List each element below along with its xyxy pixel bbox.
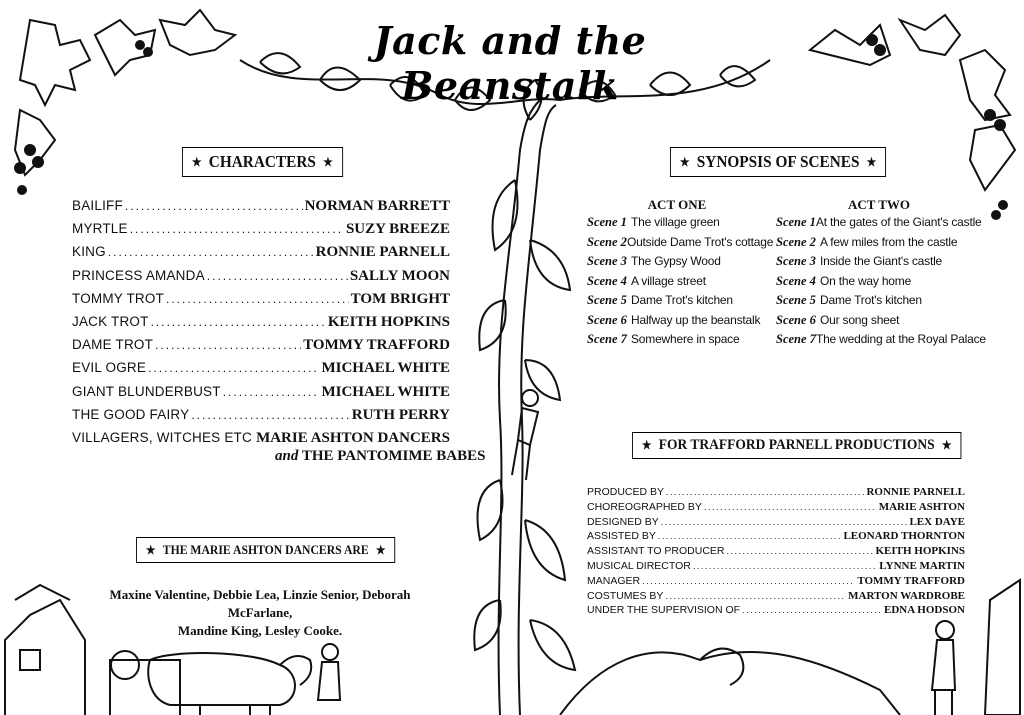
cast-row — [72, 360, 450, 383]
scene-number: Scene 4 — [776, 273, 816, 288]
scene-number: Scene 3 — [587, 254, 627, 268]
credit-row — [587, 545, 965, 560]
leader-dots — [151, 315, 326, 329]
actor-name: NORMAN BARRETT — [304, 198, 450, 214]
scene-description: Our song sheet — [820, 312, 900, 327]
credit-person: TOMMY TRAFFORD — [857, 574, 965, 587]
scene-row — [587, 274, 767, 294]
star-icon: ★ — [866, 154, 877, 169]
leader-dots — [704, 502, 877, 512]
role-name: VILLAGERS, WITCHES ETC — [72, 429, 252, 445]
leader-dots — [693, 561, 877, 571]
star-icon: ★ — [375, 542, 386, 557]
role-name: KING — [72, 244, 106, 260]
scene-row — [776, 293, 976, 313]
leader-dots — [207, 269, 348, 283]
dancers-heading — [136, 537, 395, 563]
scene-row — [776, 215, 982, 235]
cast-row — [72, 291, 450, 314]
dancers-line-1: Maxine Valentine, Debbie Lea, Linzie Senior, Deborah McFarlane, — [109, 587, 411, 620]
scene-description: At the gates of the Giant's castle — [815, 215, 982, 229]
scene-description: The village green — [631, 215, 720, 229]
characters-heading-label: CHARACTERS — [208, 152, 316, 171]
beanstalk-icon — [474, 80, 575, 715]
production-credits — [587, 486, 965, 619]
actor-name: SALLY MOON — [349, 267, 450, 284]
role-name: BAILIFF — [72, 198, 123, 213]
and-word: and — [275, 448, 299, 464]
actor-name: TOM BRIGHT — [350, 290, 450, 307]
role-name: PRINCESS AMANDA — [72, 267, 205, 283]
cast-list — [72, 198, 450, 453]
star-icon: ★ — [145, 542, 156, 557]
cast-row — [72, 407, 450, 430]
act-one-title: ACT ONE — [647, 197, 707, 212]
act-one — [587, 197, 774, 352]
cast-row — [72, 221, 450, 244]
leader-dots — [108, 245, 314, 259]
credit-job: ASSISTED BY — [587, 530, 656, 543]
page-title: Jack and the Beanstalk — [373, 18, 647, 108]
credit-person: LYNNE MARTIN — [879, 559, 965, 572]
scene-number: Scene 7 — [776, 332, 816, 346]
scene-row — [587, 293, 767, 313]
role-name: EVIL OGRE — [72, 360, 147, 376]
credit-job: UNDER THE SUPERVISION OF — [587, 604, 741, 617]
cast-row — [72, 314, 450, 337]
scene-description: Halfway up the beanstalk — [631, 312, 761, 327]
scene-number: Scene 6 — [587, 312, 627, 327]
credit-job: PRODUCED BY — [587, 486, 665, 498]
credit-person: LEONARD THORNTON — [843, 530, 965, 543]
cast-row — [72, 268, 450, 291]
leader-dots — [166, 292, 349, 306]
leader-dots — [642, 576, 855, 586]
act-two-title: ACT TWO — [848, 197, 911, 212]
leader-dots — [125, 199, 303, 213]
star-icon: ★ — [191, 154, 202, 169]
jack-figure — [512, 390, 538, 480]
scene-row — [776, 235, 976, 255]
leader-dots — [658, 531, 842, 541]
scene-description: Somewhere in space — [631, 332, 740, 346]
synopsis-heading — [670, 147, 886, 177]
credit-person: EDNA HODSON — [884, 604, 965, 617]
scene-row — [776, 274, 976, 294]
actor-name: MARIE ASHTON DANCERS — [256, 429, 450, 446]
scene-number: Scene 4 — [587, 273, 627, 288]
scene-row — [587, 332, 767, 352]
dancers-heading-label: THE MARIE ASHTON DANCERS ARE — [162, 542, 369, 557]
scene-row — [587, 313, 767, 333]
act-two — [776, 197, 986, 352]
scene-number: Scene 7 — [587, 332, 627, 346]
pantomime-babes: THE PANTOMIME BABES — [301, 448, 486, 464]
credit-row — [587, 604, 965, 619]
credit-job: MANAGER — [587, 574, 641, 587]
credit-person: MARTON WARDROBE — [848, 589, 965, 602]
leader-dots — [742, 605, 882, 615]
credit-row — [587, 516, 965, 531]
leader-dots — [666, 487, 864, 497]
star-icon: ★ — [941, 438, 952, 452]
actor-name: TOMMY TRAFFORD — [303, 337, 450, 354]
scene-number: Scene 2 — [776, 234, 816, 249]
credit-row — [587, 501, 965, 516]
credit-person: MARIE ASHTON — [878, 500, 965, 513]
scene-number: Scene 5 — [776, 293, 816, 307]
credit-person: LEX DAYE — [909, 515, 965, 528]
production-heading — [632, 432, 961, 459]
scene-row — [776, 254, 976, 274]
scene-number: Scene 2 — [587, 234, 627, 249]
characters-heading — [182, 147, 343, 177]
credit-row — [587, 530, 965, 545]
scene-description: On the way home — [820, 273, 912, 288]
credit-job: COSTUMES BY — [587, 589, 664, 602]
star-icon: ★ — [679, 154, 690, 169]
scene-description: Inside the Giant's castle — [820, 254, 943, 268]
credit-job: DESIGNED BY — [587, 515, 659, 528]
scene-number: Scene 1 — [776, 215, 816, 229]
scene-description: A few miles from the castle — [820, 234, 958, 249]
production-heading-label: FOR TRAFFORD PARNELL PRODUCTIONS — [658, 437, 935, 453]
actor-name: KEITH HOPKINS — [327, 313, 450, 330]
scene-description: Dame Trot's kitchen — [820, 293, 922, 307]
scene-row — [776, 332, 986, 352]
leader-dots — [223, 385, 320, 399]
credit-person: RONNIE PARNELL — [866, 486, 965, 498]
role-name: DAME TROT — [72, 337, 154, 353]
actor-name: RUTH PERRY — [351, 406, 450, 423]
credit-person: KEITH HOPKINS — [875, 545, 965, 558]
dancers-line-2: Mandine King, Lesley Cooke. — [177, 623, 343, 638]
leader-dots — [130, 222, 344, 236]
star-icon: ★ — [641, 438, 652, 452]
actor-name: RONNIE PARNELL — [315, 244, 450, 261]
leader-dots — [665, 591, 846, 601]
scene-row — [587, 254, 767, 274]
credit-row — [587, 590, 965, 605]
scene-number: Scene 6 — [776, 312, 816, 327]
dancers-list — [95, 586, 425, 640]
leader-dots — [661, 517, 908, 527]
cast-row — [72, 337, 450, 360]
cast-row — [72, 198, 450, 221]
scene-row — [587, 234, 774, 255]
scene-number: Scene 3 — [776, 254, 816, 268]
role-name: JACK TROT — [72, 313, 149, 329]
credit-job: MUSICAL DIRECTOR — [587, 559, 691, 572]
credit-job: CHOREOGRAPHED BY — [587, 500, 702, 513]
role-name: THE GOOD FAIRY — [72, 406, 190, 422]
cast-row — [72, 384, 450, 407]
leader-dots — [727, 546, 874, 556]
synopsis-heading-label: SYNOPSIS OF SCENES — [696, 152, 860, 171]
scene-number: Scene 5 — [587, 293, 627, 307]
scene-number: Scene 1 — [587, 215, 627, 229]
credit-job: ASSISTANT TO PRODUCER — [587, 545, 725, 558]
role-name: MYRTLE — [72, 221, 128, 237]
credit-row — [587, 575, 965, 590]
scene-row — [776, 313, 976, 333]
credit-row — [587, 486, 965, 501]
leader-dots — [191, 408, 349, 422]
scene-description: Dame Trot's kitchen — [631, 293, 733, 307]
scene-description: A village street — [631, 273, 706, 288]
star-icon: ★ — [323, 154, 333, 169]
scene-row — [587, 215, 767, 235]
scene-description: The Gypsy Wood — [631, 254, 721, 268]
holly-icon — [810, 15, 1015, 219]
actor-name: MICHAEL WHITE — [321, 360, 450, 377]
cast-last-line — [275, 448, 485, 465]
leader-dots — [148, 361, 319, 375]
actor-name: MICHAEL WHITE — [321, 383, 450, 400]
role-name: TOMMY TROT — [72, 290, 165, 306]
credit-row — [587, 560, 965, 575]
actor-name: SUZY BREEZE — [345, 221, 450, 238]
leader-dots — [155, 338, 301, 352]
cast-row — [72, 244, 450, 267]
role-name: GIANT BLUNDERBUST — [72, 383, 221, 399]
scene-description: The wedding at the Royal Palace — [815, 332, 986, 346]
scene-description: Outside Dame Trot's cottage — [626, 234, 774, 249]
